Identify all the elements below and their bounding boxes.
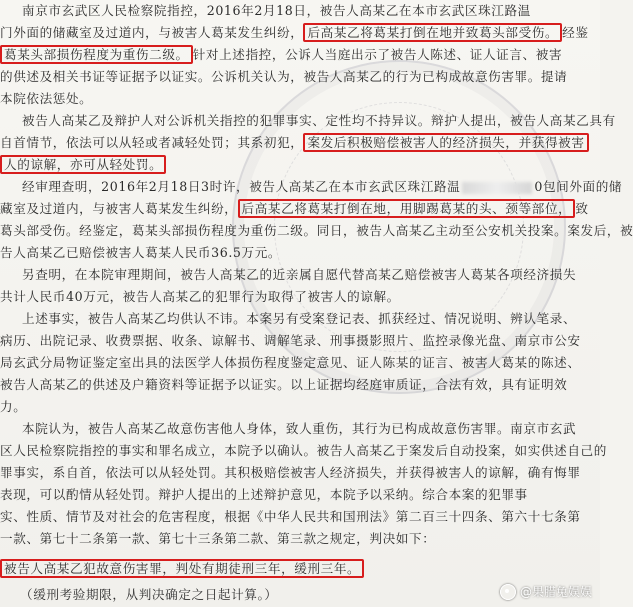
line-text: 针对上述指控，公诉人当庭出示了被告人陈述、证人证言、被害	[192, 47, 563, 62]
line-text: 一款、第七十二条第一款、第七十三条第二款、第三款之规定，判决如下：	[0, 531, 436, 546]
line-text: 葛头部受伤。经鉴定，葛某头部损伤程度为重伤二级。同日，被告人高某乙主动至公安机关投案。案发后，被	[0, 223, 633, 238]
document-line	[22, 264, 576, 286]
document-line	[0, 506, 581, 528]
document-line	[22, 110, 616, 132]
line-text: 南京市玄武区人民检察院指控，2016年2月18日，被告人高某乙在本市玄武区珠江路温	[22, 3, 531, 18]
document-line	[0, 198, 589, 220]
line-text: 病历、出院记录、收费票据、收条、谅解书、调解笔录、刑事摄影照片、监控录像光盘、南京市公安	[0, 333, 581, 348]
watermark-text: @果腊兔娱娱	[519, 585, 592, 599]
document-line	[0, 154, 166, 176]
document-line	[0, 242, 281, 264]
document-line	[22, 176, 622, 198]
line-text: 藏室及过道内，与被害人葛某发生纠纷，	[0, 201, 238, 216]
line-text: 力。	[0, 399, 27, 414]
document-line	[0, 440, 607, 462]
line-text: 表现，可以酌情从轻处罚。辩护人提出的上述辩护意见，本院予以采纳。综合本案的犯罪事	[0, 487, 528, 502]
document-line	[0, 396, 26, 418]
line-text: 致	[575, 201, 589, 216]
line-text: 本院认为，被告人高某乙故意伤害他人身体，致人重伤，其行为已构成故意伤害罪。南京市玄武	[22, 421, 577, 436]
highlighted-text: 被告人高某乙犯故意伤害罪，判处有期徒刑三年，缓刑三年。	[0, 559, 364, 578]
redaction-blur	[462, 182, 532, 194]
line-text: 被告人高某乙的供述及户籍资料等证据予以证实。以上证据均经庭审质证，合法有效，具有证明效	[0, 377, 568, 392]
line-text: 罪事实，系自首，依法可以从轻处罚。其积极赔偿被害人经济损失，并获得被害人的谅解，确有悔罪	[0, 465, 581, 480]
highlighted-text: 人的谅解，亦可从轻处罚。	[0, 155, 166, 174]
line-text: 0包间外面的储	[534, 179, 623, 194]
line-text: 区人民检察院指控的事实和罪名成立，本院予以确认。被告人高某乙于案发后自动投案，如实供述自己的	[0, 443, 607, 458]
highlighted-text: 葛某头部损伤程度为重伤二级。	[0, 45, 193, 64]
line-text: 经审理查明，2016年2月18日3时许，被告人高某乙在本市玄武区珠江路温	[22, 179, 461, 194]
line-text: 实、性质、情节及对社会的危害程度，根据《中华人民共和国刑法》第二百三十四条、第六十七条第	[0, 509, 581, 524]
document-line	[0, 220, 633, 242]
line-text: 告人高某乙已赔偿被害人葛某人民币36.5万元。	[0, 245, 282, 260]
line-text: 自首情节，依法可以从轻或者减轻处罚；其系初犯，	[0, 135, 304, 150]
document-line	[0, 528, 435, 550]
document-line	[0, 352, 581, 374]
highlighted-text: 后高某乙将葛某打倒在地，用脚踢葛某的头、颈等部位，	[238, 199, 576, 218]
document-line	[0, 44, 562, 66]
line-text: 的供述及相关书证等证据予以证实。公诉机关认为，被告人高某乙的行为已构成故意伤害罪。提请	[0, 69, 568, 84]
document-line	[0, 66, 567, 88]
line-text: 另查明，在本院审理期间，被告人高某乙的近亲属自愿代替高某乙赔偿被害人葛某各项经济损失	[22, 267, 577, 282]
document-line	[0, 462, 581, 484]
line-text: 本院依法惩处。	[0, 91, 93, 106]
line-text: 门外面的储藏室及过道内，与被害人葛某发生纠纷，	[0, 25, 304, 40]
document-line	[0, 374, 567, 396]
document-line	[22, 418, 576, 440]
document-line	[0, 22, 589, 44]
highlighted-text: 案发后积极赔偿被害人的经济损失，并获得被害	[303, 133, 588, 152]
line-text: （缓刑考验期限，从判决确定之日起计算。）	[20, 587, 278, 602]
circle-logo-icon	[500, 584, 516, 600]
line-text: 经鉴	[562, 25, 589, 40]
line-text: 被告人高某乙及辩护人对公诉机关指控的犯罪事实、定性均不持异议。辩护人提出，被告人高某乙具有	[22, 113, 616, 128]
document-line	[22, 308, 576, 330]
highlighted-text: 后高某乙将葛某打倒在地并致葛头部受伤。	[303, 23, 562, 42]
document-line	[0, 132, 589, 154]
document-line	[0, 286, 400, 308]
line-text: 共计人民币40万元，被告人高某乙的犯罪行为取得了被害人的谅解。	[0, 289, 400, 304]
document-line	[0, 558, 364, 580]
line-text: 上述事实，被告人高某乙均供认不讳。本案另有受案登记表、抓获经过、情况说明、辨认笔录、	[22, 311, 577, 326]
line-text: 局玄武分局物证鉴定室出具的法医学人体损伤程度鉴定意见、证人陈某的证言、被害人葛某的陈述、	[0, 355, 581, 370]
document-line	[22, 0, 531, 22]
document-line	[0, 330, 581, 352]
watermark	[500, 583, 592, 601]
document-line	[0, 484, 528, 506]
document-line	[20, 584, 278, 606]
document-line	[0, 88, 92, 110]
